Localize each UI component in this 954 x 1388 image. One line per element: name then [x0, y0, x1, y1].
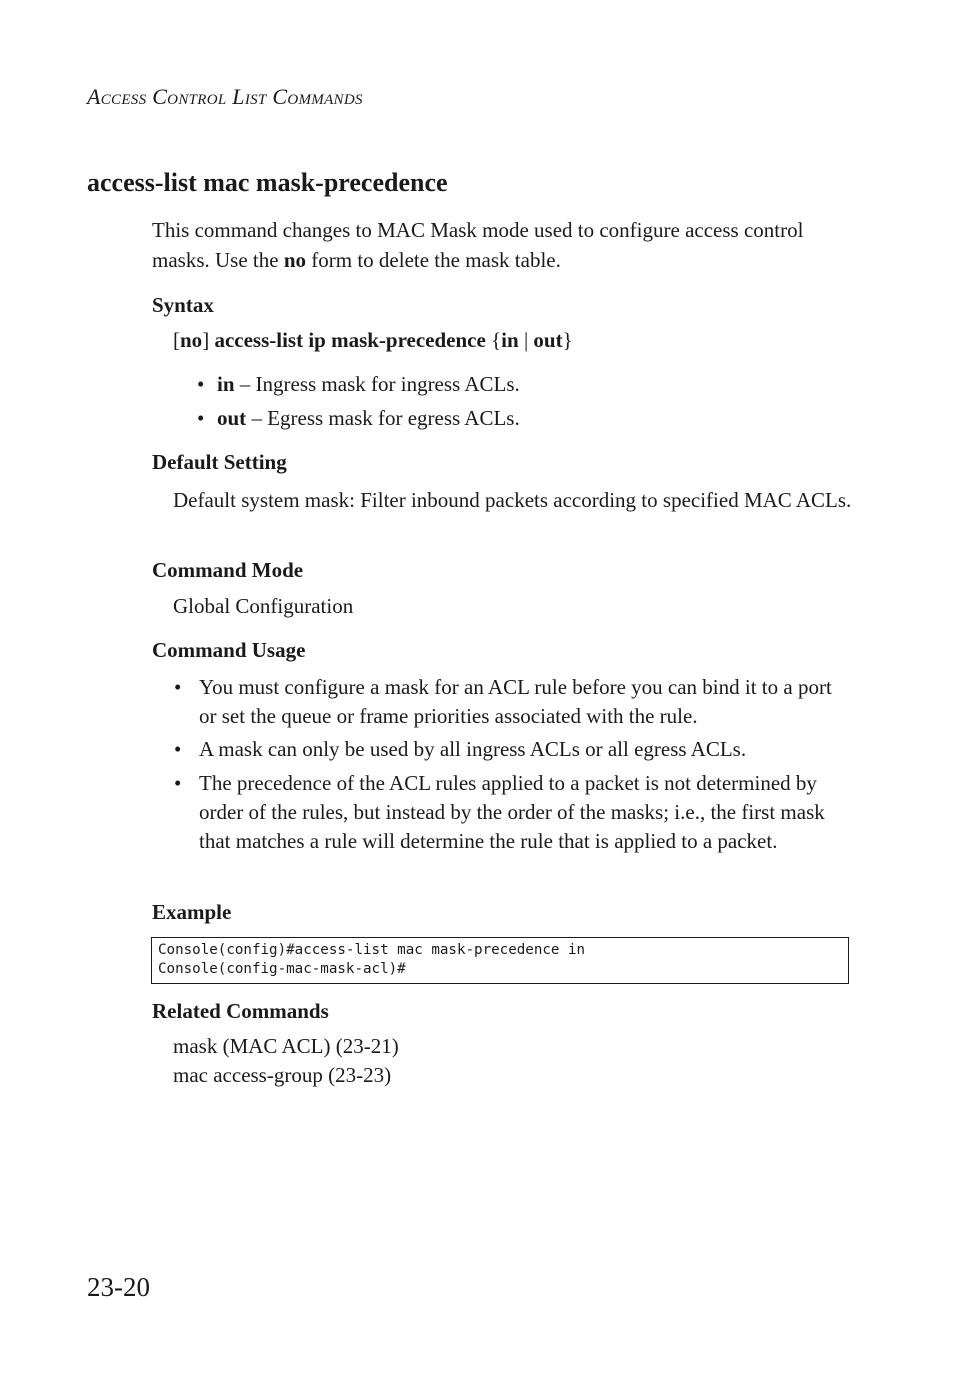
- usage-text: A mask can only be used by all ingress ACLs or all egress ACLs.: [199, 737, 747, 761]
- syntax-separator: |: [518, 328, 534, 352]
- description-text-end: form to delete the mask table.: [306, 248, 561, 272]
- param-description: – Ingress mask for ingress ACLs.: [234, 372, 520, 396]
- syntax-in-keyword: in: [501, 328, 519, 352]
- param-item: [197, 406, 520, 431]
- page-number: 23-20: [87, 1272, 150, 1302]
- no-keyword: no: [283, 248, 307, 272]
- syntax-no-keyword: no: [180, 328, 203, 352]
- syntax-open-brace: {: [485, 328, 502, 352]
- running-header: Access Control List Commands: [87, 84, 363, 109]
- command-mode-heading: Command Mode: [152, 558, 304, 582]
- param-keyword: in: [217, 372, 235, 396]
- syntax-command: access-list ip mask-precedence: [214, 328, 486, 352]
- param-item: [197, 372, 520, 397]
- usage-list-item: [174, 769, 847, 856]
- example-code-block: [151, 937, 849, 984]
- example-heading: Example: [152, 900, 232, 924]
- bullet: •: [174, 771, 182, 795]
- syntax-heading: Syntax: [152, 293, 214, 317]
- bullet: •: [197, 372, 205, 396]
- param-keyword: out: [217, 406, 247, 430]
- bullet: •: [197, 406, 205, 430]
- default-setting-text: Default system mask: Filter inbound packets according to specified MAC ACLs.: [173, 488, 852, 512]
- command-description: [152, 215, 852, 275]
- related-commands-heading: Related Commands: [152, 999, 329, 1023]
- related-command-item: mac access-group (23-23): [173, 1063, 392, 1087]
- default-setting-heading: Default Setting: [152, 450, 287, 474]
- code-line: Console(config)#access-list mac mask-precedence in: [158, 942, 586, 958]
- syntax-close-brace: }: [562, 328, 573, 352]
- bullet: •: [174, 737, 182, 761]
- param-description: – Egress mask for egress ACLs.: [246, 406, 520, 430]
- command-title: access-list mac mask-precedence: [87, 168, 448, 197]
- usage-list-item: [174, 673, 847, 731]
- usage-list-item: [174, 735, 847, 764]
- usage-text: You must configure a mask for an ACL rule before you can bind it to a port or set the queue or frame priorities associated with the rule.: [199, 675, 832, 728]
- usage-text: The precedence of the ACL rules applied to a packet is not determined by order of the rules, but instead by the order of the masks; i.e., the first mask that matches a rule will determine the rule that is applied to a packet.: [199, 771, 825, 853]
- syntax-out-keyword: out: [533, 328, 563, 352]
- syntax-close-bracket: ]: [202, 328, 215, 352]
- bullet: •: [174, 675, 182, 699]
- description-text-start: This command changes to MAC Mask mode used to configure access control masks. Use the: [152, 218, 804, 272]
- syntax-open-bracket: [: [173, 328, 180, 352]
- code-line: Console(config-mac-mask-acl)#: [158, 961, 406, 977]
- syntax-line: [173, 328, 573, 353]
- command-usage-heading: Command Usage: [152, 638, 306, 662]
- related-command-item: mask (MAC ACL) (23-21): [173, 1034, 399, 1058]
- command-mode-text: Global Configuration: [173, 594, 354, 618]
